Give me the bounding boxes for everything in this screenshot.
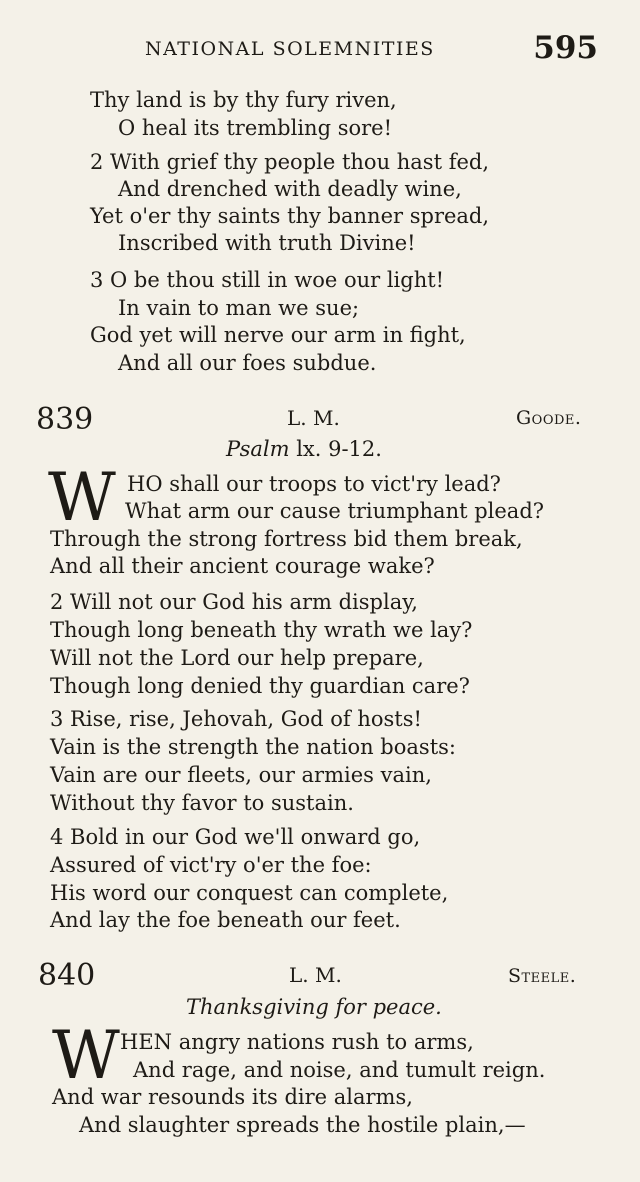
hymn-number: 839	[36, 402, 94, 437]
verse-line: Vain is the strength the nation boasts:	[50, 735, 456, 759]
verse-line: Though long beneath thy wrath we lay?	[50, 618, 473, 642]
hymn-author: Steele.	[508, 965, 577, 987]
verse-line: And all our foes subdue.	[118, 351, 377, 375]
verse-line: And rage, and noise, and tumult reign.	[133, 1058, 546, 1082]
verse-line: Through the strong fortress bid them break,	[50, 527, 523, 551]
subtitle-reference: lx. 9-12.	[296, 437, 382, 461]
drop-cap: W	[52, 1017, 120, 1094]
verse-line: 3 O be thou still in woe our light!	[90, 268, 445, 292]
subtitle-text: Thanksgiving for peace.	[186, 995, 442, 1019]
verse-line: Though long denied thy guardian care?	[50, 674, 470, 698]
hymn-meter: L. M.	[289, 963, 342, 987]
verse-line: 3 Rise, rise, Jehovah, God of hosts!	[50, 707, 422, 731]
verse-line: 2 Will not our God his arm display,	[50, 590, 418, 614]
hymn-number: 840	[38, 958, 96, 993]
hymn-author: Goode.	[516, 407, 582, 429]
verse-line: Thy land is by thy fury riven,	[90, 88, 397, 112]
hymn-subtitle	[186, 993, 442, 1021]
verse-line: And all their ancient courage wake?	[50, 554, 435, 578]
verse-line: Inscribed with truth Divine!	[118, 231, 416, 255]
hymn-meter: L. M.	[287, 406, 340, 430]
verse-line: Vain are our fleets, our armies vain,	[50, 763, 432, 787]
verse-line: Assured of vict'ry o'er the foe:	[50, 853, 372, 877]
verse-line: And lay the foe beneath our feet.	[50, 908, 401, 932]
page-number: 595	[533, 30, 598, 66]
verse-line: Yet o'er thy saints thy banner spread,	[90, 204, 490, 228]
verse-line: And war resounds its dire alarms,	[52, 1085, 413, 1109]
verse-line: In vain to man we sue;	[118, 296, 360, 320]
verse-line: Will not the Lord our help prepare,	[50, 646, 424, 670]
page-header	[0, 30, 640, 70]
verse-line: God yet will nerve our arm in fight,	[90, 323, 466, 347]
verse-line: His word our conquest can complete,	[50, 881, 449, 905]
verse-line: Without thy favor to sustain.	[50, 791, 354, 815]
drop-cap: W	[48, 459, 116, 536]
hymn-subtitle	[226, 435, 382, 463]
verse-line: And slaughter spreads the hostile plain,—	[79, 1113, 526, 1137]
verse-line: HEN angry nations rush to arms,	[120, 1030, 474, 1054]
verse-line: 2 With grief thy people thou hast fed,	[90, 150, 490, 174]
verse-line: O heal its trembling sore!	[118, 116, 393, 140]
verse-line: HO shall our troops to vict'ry lead?	[127, 472, 501, 496]
running-head: NATIONAL SOLEMNITIES	[145, 38, 435, 60]
verse-line: 4 Bold in our God we'll onward go,	[50, 825, 421, 849]
verse-line: And drenched with deadly wine,	[118, 177, 462, 201]
subtitle-psalm: Psalm	[226, 437, 290, 461]
verse-line: What arm our cause triumphant plead?	[125, 499, 545, 523]
